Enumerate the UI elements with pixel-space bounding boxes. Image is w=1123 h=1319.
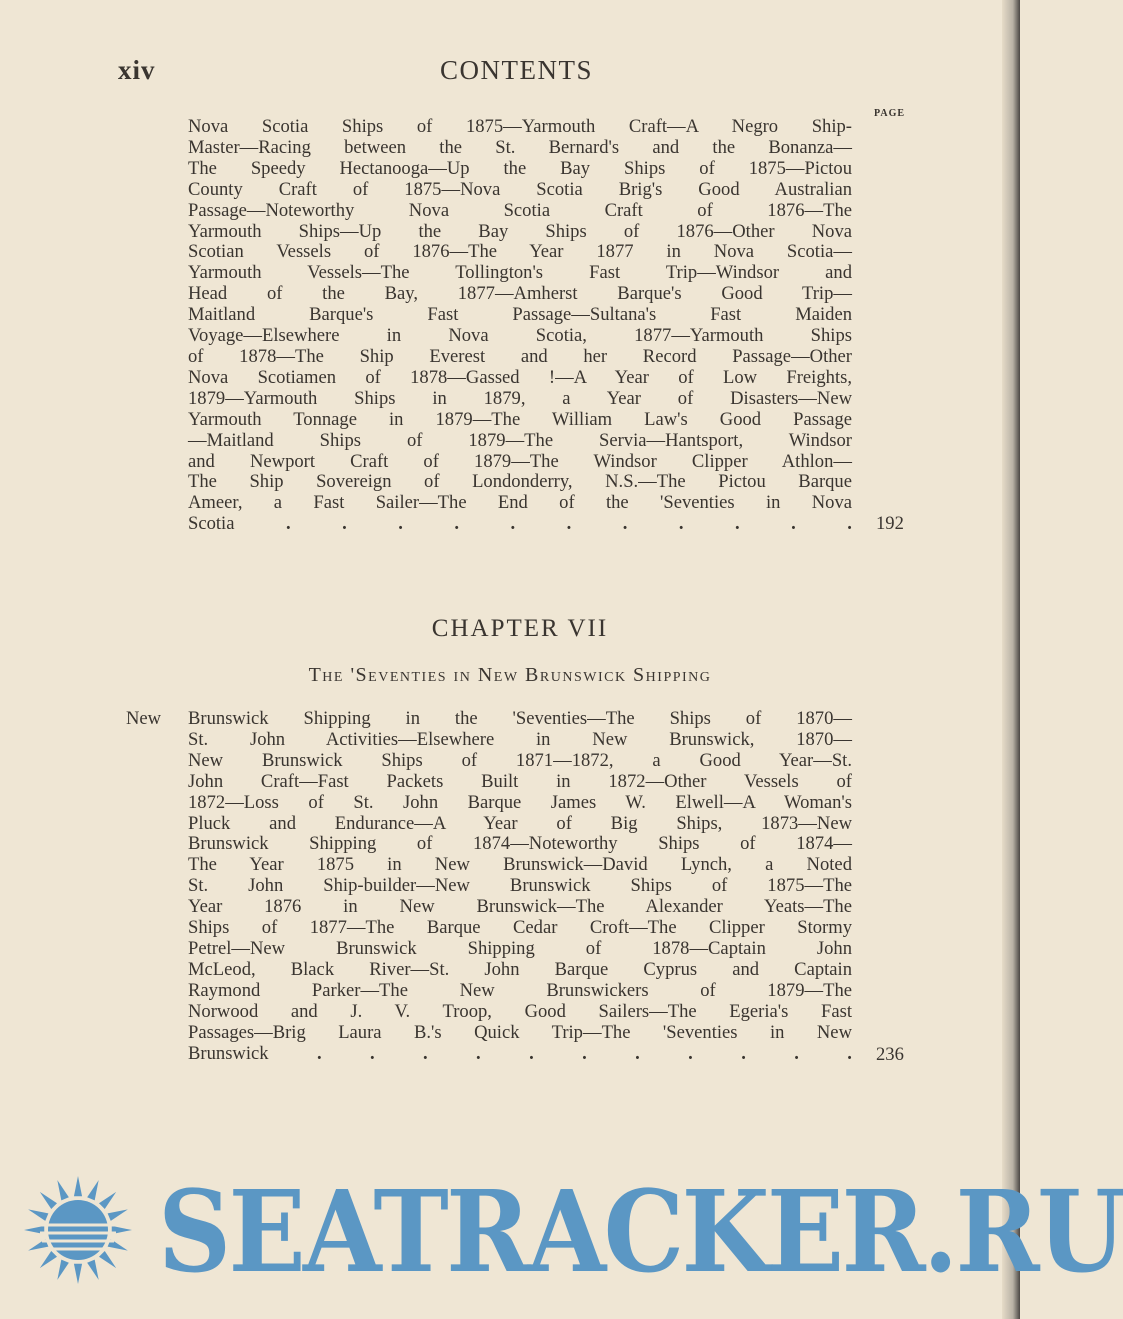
contents-line: John Craft—Fast Packets Built in 1872—Other Vessels of	[188, 770, 852, 792]
sun-ray	[87, 1260, 99, 1280]
leader-dot: .	[582, 1042, 587, 1064]
contents-line: St. John Ship-builder—New Brunswick Ships of 1875—The	[188, 875, 852, 897]
header-title: CONTENTS	[440, 55, 593, 85]
contents-line: Passage—Noteworthy Nova Scotia Craft of 1876—The	[188, 199, 852, 221]
leader-dot: .	[510, 513, 516, 535]
contents-line: Raymond Parker—The New Brunswickers of 1879—The	[188, 979, 852, 1001]
sun-ray	[74, 1264, 82, 1284]
page-edge-shadow	[1002, 0, 1020, 1319]
sun-ray	[40, 1192, 57, 1209]
contents-line: of 1878—The Ship Everest and her Record Passage—Other	[188, 345, 852, 367]
leader-dot: .	[316, 1042, 322, 1064]
contents-line: The Speedy Hectanooga—Up the Bay Ships of 1875—Pictou	[188, 157, 852, 179]
contents-line: Maitland Barque's Fast Passage—Sultana's Fast Maiden	[188, 304, 852, 326]
contents-line: Pluck and Endurance—A Year of Big Ships, 1873—New	[188, 812, 852, 834]
leader-dot: .	[342, 513, 347, 535]
sun-ray	[57, 1180, 69, 1200]
chapter-subtitle: The 'Seventies in New Brunswick Shipping	[308, 664, 712, 686]
contents-line: 1879—Yarmouth Ships in 1879, a Year of Disasters—New	[188, 387, 852, 409]
leader-dot: .	[423, 1042, 428, 1064]
leader-dot: .	[369, 1042, 375, 1064]
leader-dot: .	[454, 513, 459, 535]
contents-line: New Brunswick Ships of 1871—1872, a Good Year—St.	[188, 749, 852, 771]
contents-line: St. John Activities—Elsewhere in New Brunswick, 1870—	[188, 728, 852, 750]
contents-entry-new-brunswick	[188, 709, 852, 1064]
leader-dot: .	[741, 1042, 746, 1064]
leader-dot: .	[688, 1042, 693, 1064]
leader-dot: .	[285, 513, 291, 535]
contents-last-line	[188, 1044, 852, 1065]
contents-line: Year 1876 in New Brunswick—The Alexander Yeats—The	[188, 896, 852, 918]
contents-line: The Ship Sovereign of Londonderry, N.S.—The Pictou Barque	[188, 471, 852, 493]
last-word: Brunswick	[188, 1042, 269, 1064]
header-page-number: xiv	[118, 55, 156, 85]
leader-dot: .	[847, 513, 852, 535]
leader-dot: .	[734, 513, 740, 535]
leader-dot: .	[476, 1042, 481, 1064]
leader-dot: .	[678, 513, 684, 535]
contents-line: The Year 1875 in New Brunswick—David Lynch, a Noted	[188, 854, 852, 876]
leader-dot: .	[794, 1042, 799, 1064]
contents-line: Scotian Vessels of 1876—The Year 1877 in Nova Scotia—	[188, 241, 852, 263]
contents-line: Head of the Bay, 1877—Amherst Barque's Good Trip—	[188, 283, 852, 305]
sun-ray	[28, 1209, 48, 1221]
leader-dot: .	[791, 513, 796, 535]
leader-dot: .	[847, 1042, 852, 1064]
contents-line: and Newport Craft of 1879—The Windsor Clipper Athlon—	[188, 450, 852, 472]
contents-line: Ships of 1877—The Barque Cedar Croft—The Clipper Stormy	[188, 917, 852, 939]
contents-line: 1872—Loss of St. John Barque James W. Elwell—A Woman's	[188, 791, 852, 813]
contents-line: —Maitland Ships of 1879—The Servia—Hantsport, Windsor	[188, 429, 852, 451]
contents-line: Master—Racing between the St. Bernard's and the Bonanza—	[188, 136, 852, 158]
contents-line: McLeod, Black River—St. John Barque Cyprus and Captain	[188, 958, 852, 980]
sun-ray	[87, 1180, 99, 1200]
contents-line: County Craft of 1875—Nova Scotia Brig's Good Australian	[188, 178, 852, 200]
sun-ray	[57, 1260, 69, 1280]
contents-entry-nova-scotia	[188, 117, 852, 535]
contents-line: Norwood and J. V. Troop, Good Sailers—The Egeria's Fast	[188, 1000, 852, 1022]
entry-lead-word: New	[126, 708, 162, 729]
contents-line: Ameer, a Fast Sailer—The End of the 'Seventies in Nova	[188, 492, 852, 514]
contents-line: Nova Scotia Ships of 1875—Yarmouth Craft—A Negro Ship-	[188, 116, 852, 137]
contents-line: Yarmouth Tonnage in 1879—The William Law's Good Passage	[188, 408, 852, 430]
page-column-label: PAGE	[874, 108, 906, 119]
sun-ray	[40, 1251, 57, 1268]
page-ref-236: 236	[876, 1044, 904, 1065]
contents-line: Yarmouth Vessels—The Tollington's Fast Trip—Windsor and	[188, 262, 852, 284]
last-word: Scotia	[188, 513, 235, 535]
contents-line: Passages—Brig Laura B.'s Quick Trip—The 'Seventies in New	[188, 1021, 852, 1043]
contents-line: Brunswick Shipping in the 'Seventies—The Ships of 1870—	[188, 708, 852, 729]
contents-line: Nova Scotiamen of 1878—Gassed !—A Year of Low Freights,	[188, 366, 852, 388]
leader-dot: .	[635, 1042, 640, 1064]
contents-line: Petrel—New Brunswick Shipping of 1878—Captain John	[188, 937, 852, 959]
sun-ray	[108, 1209, 128, 1221]
leader-dot: .	[398, 513, 403, 535]
page-ref-192: 192	[876, 513, 904, 534]
sun-ray	[99, 1192, 116, 1209]
contents-line: Voyage—Elsewhere in Nova Scotia, 1877—Yarmouth Ships	[188, 325, 852, 347]
contents-line: Brunswick Shipping of 1874—Noteworthy Ships of 1874—	[188, 833, 852, 855]
contents-last-line	[188, 514, 852, 535]
leader-dot: .	[566, 513, 572, 535]
chapter-heading: CHAPTER VII	[431, 615, 609, 642]
sun-ray	[74, 1176, 82, 1196]
watermark-text: SEATRACKER.RU	[158, 1167, 1123, 1298]
leader-dot: .	[622, 513, 628, 535]
sun-ray	[99, 1251, 116, 1268]
leader-dot: .	[529, 1042, 534, 1064]
contents-line: Yarmouth Ships—Up the Bay Ships of 1876—Other Nova	[188, 220, 852, 242]
